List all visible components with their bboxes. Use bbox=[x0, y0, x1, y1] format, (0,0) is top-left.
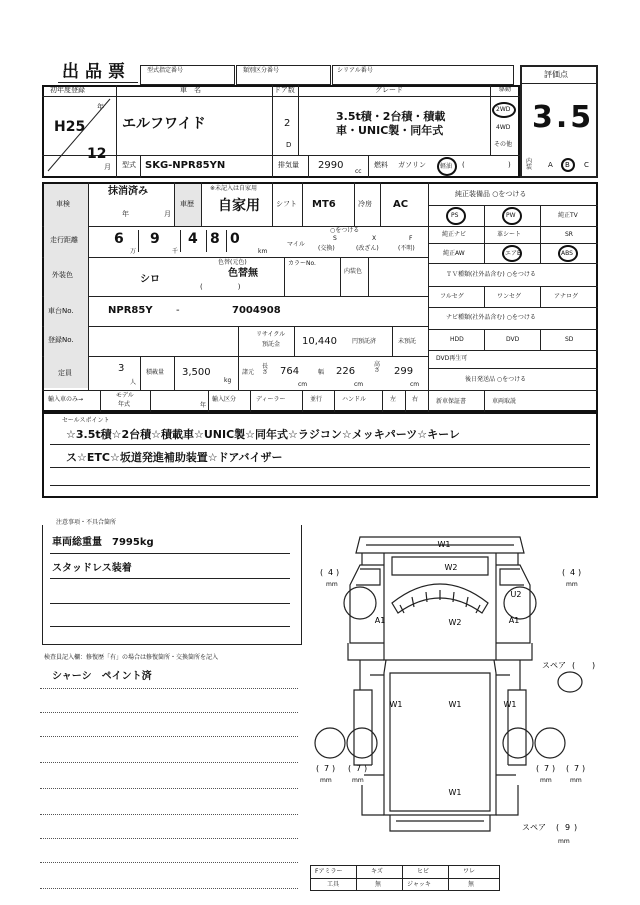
svg-text:): ) bbox=[582, 764, 586, 773]
diag-w1-center: W1 bbox=[448, 700, 462, 709]
first-reg-label: 初年度登録 bbox=[50, 86, 85, 94]
diag-u2-right: U2 bbox=[510, 590, 522, 599]
svg-text:(: ( bbox=[566, 764, 570, 773]
fuel-value: ガソリン bbox=[398, 161, 426, 169]
spare-label-2: スペア bbox=[522, 823, 546, 832]
svg-text:mm: mm bbox=[352, 777, 364, 784]
vehicle-damage-diagram[interactable] bbox=[300, 525, 600, 870]
diag-w2-cab: W2 bbox=[448, 618, 462, 627]
grade-value-line1: 3.5t積・2台積・積載 bbox=[336, 110, 446, 123]
tire-front-left: 4 bbox=[328, 568, 334, 577]
notes-line-1: 車両総重量 7995kg bbox=[52, 537, 154, 548]
notes-line-2: スタッドレス装着 bbox=[52, 563, 132, 574]
shift-value: MT6 bbox=[312, 199, 336, 210]
sales-line-2: ス☆ETC☆坂道発進補助装置☆ドアバイザー bbox=[66, 451, 283, 464]
model-value: SKG-NPR85YN bbox=[145, 160, 226, 171]
jack-value: 無 bbox=[468, 881, 475, 888]
inspector-line-1: シャーシ ペイント済 bbox=[52, 671, 152, 682]
doors-label: ドア数 bbox=[274, 86, 295, 94]
height-value: 299 bbox=[394, 366, 414, 377]
category-field[interactable]: 類別区分番号 bbox=[236, 65, 331, 85]
model-cert-field[interactable]: 型式指定番号 bbox=[140, 65, 235, 85]
car-name-label: 車 名 bbox=[180, 86, 201, 94]
svg-text:mm: mm bbox=[326, 581, 338, 588]
diag-a1-right: A1 bbox=[508, 616, 520, 625]
spare-value-2: 9 bbox=[565, 823, 571, 832]
sales-points-label: セールスポイント bbox=[62, 417, 110, 424]
svg-text:mm: mm bbox=[540, 777, 552, 784]
recycle-value: 10,440 bbox=[302, 336, 337, 347]
ac-value: AC bbox=[393, 199, 409, 210]
width-value: 226 bbox=[336, 366, 356, 377]
notes-label: 注意事項・不具合箇所 bbox=[56, 519, 117, 526]
diag-w1-right: W1 bbox=[503, 700, 517, 709]
serial-field[interactable]: シリアル番号 bbox=[332, 65, 514, 85]
svg-text:): ) bbox=[364, 764, 368, 773]
tools-value: 無 bbox=[375, 881, 382, 888]
svg-text:): ) bbox=[552, 764, 556, 773]
svg-text:): ) bbox=[574, 823, 578, 832]
spare-label-1: スペア bbox=[542, 661, 566, 670]
svg-text:mm: mm bbox=[320, 777, 332, 784]
diag-w1-left: W1 bbox=[389, 700, 403, 709]
repaint-value: 色替無 bbox=[228, 268, 258, 279]
mileage-digit-3: 4 bbox=[188, 231, 198, 247]
grade-value-line2: 車・UNIC製・同年式 bbox=[336, 124, 444, 137]
length-value: 764 bbox=[280, 366, 300, 377]
first-reg-year: H25 bbox=[54, 119, 86, 135]
svg-text:(: ( bbox=[316, 764, 320, 773]
svg-text:(: ( bbox=[556, 823, 560, 832]
inspector-label: 検査員記入欄：修復歴「有」の場合は修復箇所・交換箇所を記入 bbox=[44, 654, 219, 661]
chassis-number: 7004908 bbox=[232, 305, 281, 316]
inspection-value: 抹消済み bbox=[108, 186, 148, 197]
drive-label: 駆動 bbox=[499, 86, 512, 93]
displacement-value: 2990 bbox=[318, 160, 344, 171]
diag-w1-bottom: W1 bbox=[448, 788, 462, 797]
mileage-digit-2: 9 bbox=[150, 231, 160, 247]
svg-text:(: ( bbox=[320, 568, 324, 577]
svg-text:(: ( bbox=[572, 661, 576, 670]
mileage-digit-4: 8 bbox=[210, 231, 220, 247]
page-title: 出品票 bbox=[62, 62, 131, 82]
svg-text:mm: mm bbox=[570, 777, 582, 784]
svg-text:(: ( bbox=[562, 568, 566, 577]
svg-text:mm: mm bbox=[558, 838, 570, 845]
load-value: 3,500 bbox=[182, 367, 211, 378]
diag-w1-top: W1 bbox=[437, 540, 451, 549]
car-name-value: エルフワイド bbox=[122, 116, 206, 132]
diag-a1-left: A1 bbox=[374, 616, 386, 625]
mileage-digit-1: 6 bbox=[114, 231, 124, 247]
first-reg-month: 12 bbox=[87, 146, 107, 162]
score-value: 3.5 bbox=[532, 100, 595, 135]
score-label: 評価点 bbox=[544, 70, 568, 79]
tire-rear-left-outer: 7 bbox=[324, 764, 330, 773]
svg-text:(: ( bbox=[348, 764, 352, 773]
chassis-model: NPR85Y bbox=[108, 305, 153, 316]
grade-label: グレード bbox=[375, 86, 403, 94]
tire-rear-left-inner: 7 bbox=[356, 764, 362, 773]
sales-line-1: ☆3.5t積☆2台積☆積載車☆UNIC製☆同年式☆ラジコン☆メッキパーツ☆キーレ bbox=[66, 428, 460, 441]
svg-text:): ) bbox=[578, 568, 582, 577]
usage-value: 自家用 bbox=[218, 198, 260, 214]
diag-w2-windshield: W2 bbox=[444, 563, 458, 572]
svg-text:(: ( bbox=[536, 764, 540, 773]
mileage-digit-5: 0 bbox=[230, 231, 240, 247]
exterior-value: シロ bbox=[140, 274, 160, 285]
doors-value: 2 bbox=[284, 118, 291, 129]
capacity-value: 3 bbox=[118, 363, 125, 374]
tire-rear-right-inner: 7 bbox=[544, 764, 550, 773]
tire-rear-right-outer: 7 bbox=[574, 764, 580, 773]
svg-text:): ) bbox=[332, 764, 336, 773]
svg-text:mm: mm bbox=[566, 581, 578, 588]
svg-text:): ) bbox=[592, 661, 596, 670]
tire-front-right: 4 bbox=[570, 568, 576, 577]
svg-text:): ) bbox=[336, 568, 340, 577]
